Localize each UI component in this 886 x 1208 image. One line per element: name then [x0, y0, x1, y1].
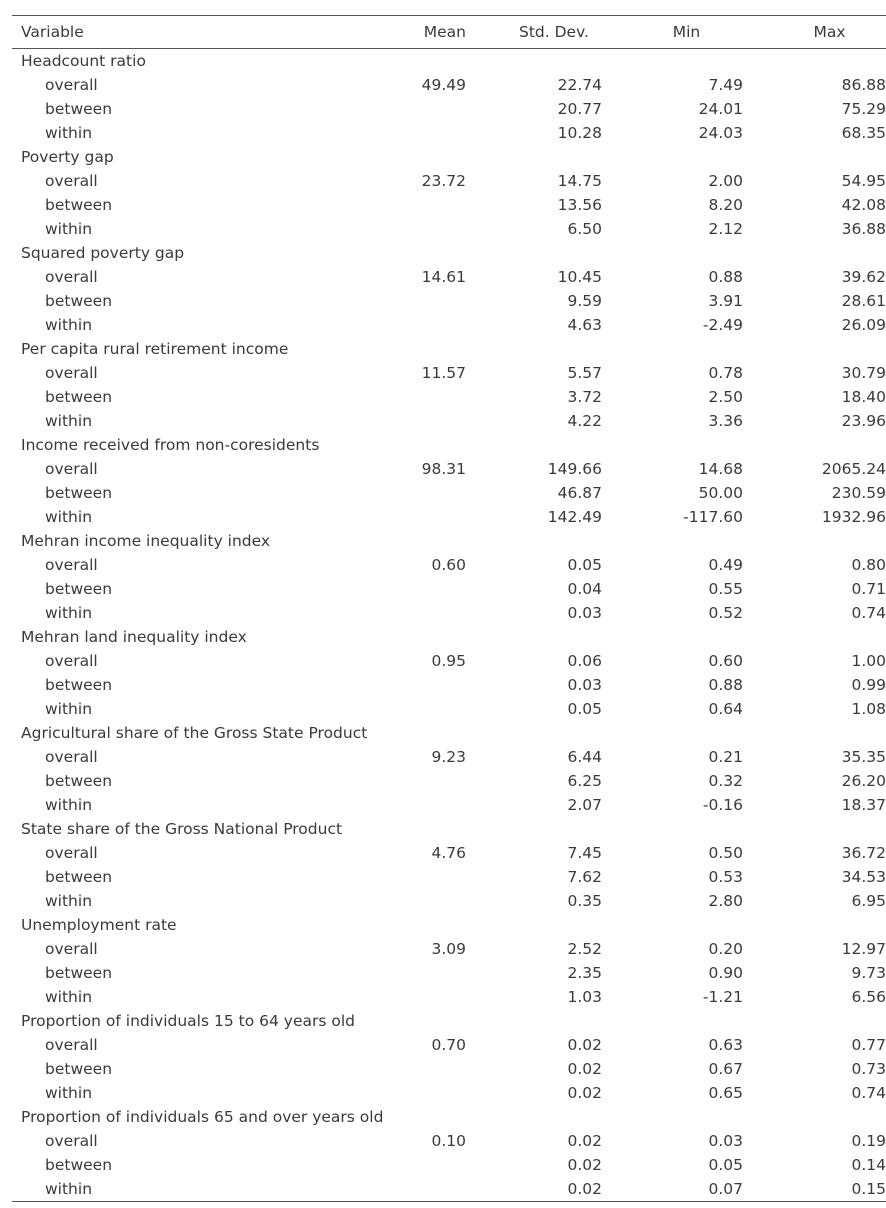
- std-dev-cell: 0.35: [567, 892, 602, 910]
- std-dev-cell: 5.57: [567, 364, 602, 382]
- max-cell: 0.14: [851, 1156, 886, 1174]
- max-cell: 2065.24: [821, 460, 886, 478]
- std-dev-cell: 0.02: [567, 1156, 602, 1174]
- row-label: within: [45, 220, 93, 238]
- mean-cell: 98.31: [421, 460, 466, 478]
- min-cell: 0.21: [708, 748, 743, 766]
- max-cell: 34.53: [841, 868, 886, 886]
- row-label: overall: [45, 268, 98, 286]
- std-dev-cell: 10.45: [557, 268, 602, 286]
- min-cell: 3.36: [708, 412, 743, 430]
- mean-cell: [381, 601, 466, 625]
- table-row: [12, 289, 886, 313]
- min-cell: -0.16: [702, 796, 743, 814]
- mean-cell: [381, 481, 466, 505]
- variable-group-row: [12, 433, 886, 457]
- row-label: between: [45, 1060, 113, 1078]
- table-row: [12, 937, 886, 961]
- std-dev-cell: 0.02: [567, 1060, 602, 1078]
- variable-name: Mehran income inequality index: [21, 532, 271, 550]
- row-label: overall: [45, 940, 98, 958]
- mean-cell: 4.76: [431, 844, 466, 862]
- row-label: between: [45, 1156, 113, 1174]
- mean-cell: [381, 313, 466, 337]
- table-body: [12, 49, 886, 1202]
- mean-cell: [381, 577, 466, 601]
- mean-cell: 9.23: [431, 748, 466, 766]
- table-row: [12, 73, 886, 97]
- min-cell: 0.65: [708, 1084, 743, 1102]
- variable-name: Proportion of individuals 65 and over years old: [21, 1108, 384, 1126]
- min-cell: 8.20: [708, 196, 743, 214]
- max-cell: 0.74: [851, 1084, 886, 1102]
- max-cell: 86.88: [841, 76, 886, 94]
- std-dev-cell: 4.22: [567, 412, 602, 430]
- max-cell: 1.08: [851, 700, 886, 718]
- row-label: between: [45, 484, 113, 502]
- std-dev-cell: 3.72: [567, 388, 602, 406]
- mean-cell: [381, 673, 466, 697]
- variable-name: Per capita rural retirement income: [21, 340, 289, 358]
- max-cell: 0.74: [851, 604, 886, 622]
- variable-group-row: [12, 817, 886, 841]
- row-label: within: [45, 124, 93, 142]
- table-row: [12, 121, 886, 145]
- table-row: [12, 793, 886, 817]
- mean-cell: [381, 961, 466, 985]
- header-mean: Mean: [381, 16, 466, 49]
- std-dev-cell: 10.28: [557, 124, 602, 142]
- table-row: [12, 1129, 886, 1153]
- max-cell: 26.20: [841, 772, 886, 790]
- max-cell: 9.73: [851, 964, 886, 982]
- table-row: [12, 1081, 886, 1105]
- std-dev-cell: 0.02: [567, 1084, 602, 1102]
- row-label: between: [45, 196, 113, 214]
- std-dev-cell: 7.62: [567, 868, 602, 886]
- table-row: [12, 409, 886, 433]
- min-cell: 2.80: [708, 892, 743, 910]
- table-row: [12, 361, 886, 385]
- max-cell: 6.56: [851, 988, 886, 1006]
- variable-group-row: [12, 337, 886, 361]
- header-row: [12, 16, 886, 49]
- std-dev-cell: 6.44: [567, 748, 602, 766]
- max-cell: 230.59: [831, 484, 886, 502]
- table-row: [12, 481, 886, 505]
- table-row: [12, 841, 886, 865]
- row-label: between: [45, 388, 113, 406]
- std-dev-cell: 22.74: [557, 76, 602, 94]
- max-cell: 0.15: [743, 1177, 886, 1202]
- mean-cell: [381, 97, 466, 121]
- mean-cell: [381, 865, 466, 889]
- mean-cell: [381, 769, 466, 793]
- table-row: [12, 1153, 886, 1177]
- row-label: within: [45, 892, 93, 910]
- variable-group-row: [12, 145, 886, 169]
- mean-cell: 23.72: [421, 172, 466, 190]
- min-cell: 0.50: [708, 844, 743, 862]
- std-dev-cell: 0.02: [567, 1132, 602, 1150]
- row-label: within: [45, 700, 93, 718]
- mean-cell: [381, 217, 466, 241]
- mean-cell: [381, 1081, 466, 1105]
- max-cell: 0.99: [851, 676, 886, 694]
- min-cell: 0.60: [708, 652, 743, 670]
- table-row: [12, 769, 886, 793]
- std-dev-cell: 6.50: [567, 220, 602, 238]
- table-row: [12, 505, 886, 529]
- min-cell: 0.78: [708, 364, 743, 382]
- row-label: between: [45, 868, 113, 886]
- std-dev-cell: 4.63: [567, 316, 602, 334]
- variable-name: Headcount ratio: [21, 52, 146, 70]
- row-label: overall: [45, 1132, 98, 1150]
- min-cell: 24.03: [698, 124, 743, 142]
- std-dev-cell: 0.05: [567, 700, 602, 718]
- variable-group-row: [12, 721, 886, 745]
- mean-cell: [381, 193, 466, 217]
- row-label: within: [45, 508, 93, 526]
- table-row: [12, 193, 886, 217]
- mean-cell: [381, 1153, 466, 1177]
- min-cell: 0.90: [708, 964, 743, 982]
- table-row: [12, 97, 886, 121]
- row-label: within: [45, 1084, 93, 1102]
- row-label: within: [45, 316, 93, 334]
- max-cell: 12.97: [841, 940, 886, 958]
- std-dev-cell: 1.03: [567, 988, 602, 1006]
- mean-cell: [381, 889, 466, 913]
- mean-cell: 14.61: [421, 268, 466, 286]
- std-dev-cell: 20.77: [557, 100, 602, 118]
- table-header: [12, 16, 886, 49]
- table-row: [12, 217, 886, 241]
- mean-cell: 0.95: [431, 652, 466, 670]
- min-cell: 2.12: [708, 220, 743, 238]
- max-cell: 42.08: [841, 196, 886, 214]
- max-cell: 35.35: [841, 748, 886, 766]
- row-label: overall: [45, 172, 98, 190]
- min-cell: 0.20: [708, 940, 743, 958]
- std-dev-cell: 149.66: [547, 460, 602, 478]
- mean-cell: [381, 793, 466, 817]
- variable-name: Squared poverty gap: [21, 244, 185, 262]
- table-row: [12, 577, 886, 601]
- header-variable: Variable: [12, 16, 381, 49]
- max-cell: 23.96: [841, 412, 886, 430]
- table-row: [12, 985, 886, 1009]
- row-label: between: [45, 676, 113, 694]
- mean-cell: 11.57: [421, 364, 466, 382]
- min-cell: 0.52: [708, 604, 743, 622]
- max-cell: 6.95: [851, 892, 886, 910]
- variable-group-row: [12, 1105, 886, 1129]
- row-label: between: [45, 964, 113, 982]
- row-label: overall: [45, 460, 98, 478]
- min-cell: 0.49: [708, 556, 743, 574]
- min-cell: 2.50: [708, 388, 743, 406]
- table-row: [12, 313, 886, 337]
- min-cell: -2.49: [702, 316, 743, 334]
- table-row: [12, 745, 886, 769]
- std-dev-cell: 9.59: [567, 292, 602, 310]
- row-label: overall: [45, 652, 98, 670]
- std-dev-cell: 13.56: [557, 196, 602, 214]
- std-dev-cell: 0.03: [567, 604, 602, 622]
- std-dev-cell: 0.06: [567, 652, 602, 670]
- table-row: [12, 1033, 886, 1057]
- mean-cell: [381, 1177, 466, 1202]
- min-cell: 0.32: [708, 772, 743, 790]
- min-cell: 0.03: [708, 1132, 743, 1150]
- variable-group-row: [12, 1009, 886, 1033]
- max-cell: 68.35: [841, 124, 886, 142]
- min-cell: 0.63: [708, 1036, 743, 1054]
- row-label: overall: [45, 76, 98, 94]
- std-dev-cell: 2.07: [567, 796, 602, 814]
- max-cell: 36.72: [841, 844, 886, 862]
- std-dev-cell: 7.45: [567, 844, 602, 862]
- variable-name: Mehran land inequality index: [21, 628, 247, 646]
- table-row: [12, 169, 886, 193]
- mean-cell: [381, 985, 466, 1009]
- table-row: [12, 697, 886, 721]
- table-row: [12, 673, 886, 697]
- max-cell: 75.29: [841, 100, 886, 118]
- std-dev-cell: 142.49: [547, 508, 602, 526]
- row-label: between: [45, 292, 113, 310]
- table-row: [12, 385, 886, 409]
- table-row: [12, 553, 886, 577]
- header-min: Min: [602, 16, 743, 49]
- max-cell: 0.80: [851, 556, 886, 574]
- table-row: [12, 649, 886, 673]
- mean-cell: [381, 697, 466, 721]
- variable-name: Proportion of individuals 15 to 64 years old: [21, 1012, 355, 1030]
- variable-group-row: [12, 241, 886, 265]
- row-label: between: [45, 580, 113, 598]
- table-row: [12, 265, 886, 289]
- row-label: overall: [45, 844, 98, 862]
- variable-group-row: [12, 529, 886, 553]
- mean-cell: [381, 1057, 466, 1081]
- min-cell: 50.00: [698, 484, 743, 502]
- variable-name: Poverty gap: [21, 148, 114, 166]
- header-max: Max: [743, 16, 886, 49]
- row-label: within: [45, 796, 93, 814]
- min-cell: 0.88: [708, 268, 743, 286]
- max-cell: 1.00: [851, 652, 886, 670]
- mean-cell: 0.60: [431, 556, 466, 574]
- row-label: within: [12, 1177, 381, 1202]
- std-dev-cell: 2.35: [567, 964, 602, 982]
- mean-cell: [381, 289, 466, 313]
- min-cell: -1.21: [702, 988, 743, 1006]
- std-dev-cell: 46.87: [557, 484, 602, 502]
- table-row: [12, 1057, 886, 1081]
- min-cell: 0.64: [708, 700, 743, 718]
- row-label: overall: [45, 748, 98, 766]
- min-cell: 0.67: [708, 1060, 743, 1078]
- table-row: [12, 457, 886, 481]
- min-cell: 14.68: [698, 460, 743, 478]
- row-label: overall: [45, 364, 98, 382]
- variable-name: Income received from non-coresidents: [21, 436, 320, 454]
- std-dev-cell: 0.05: [567, 556, 602, 574]
- max-cell: 0.73: [851, 1060, 886, 1078]
- mean-cell: 49.49: [421, 76, 466, 94]
- max-cell: 0.19: [851, 1132, 886, 1150]
- min-cell: 7.49: [708, 76, 743, 94]
- variable-name: Unemployment rate: [21, 916, 177, 934]
- max-cell: 54.95: [841, 172, 886, 190]
- std-dev-cell: 0.02: [466, 1177, 602, 1202]
- row-label: within: [45, 988, 93, 1006]
- row-label: overall: [45, 1036, 98, 1054]
- min-cell: 0.53: [708, 868, 743, 886]
- table-row: [12, 865, 886, 889]
- min-cell: 0.05: [708, 1156, 743, 1174]
- row-label: between: [45, 100, 113, 118]
- max-cell: 28.61: [841, 292, 886, 310]
- variable-group-row: [12, 913, 886, 937]
- min-cell: 2.00: [708, 172, 743, 190]
- std-dev-cell: 0.03: [567, 676, 602, 694]
- table-row: [12, 889, 886, 913]
- row-label: overall: [45, 556, 98, 574]
- row-label: within: [45, 604, 93, 622]
- max-cell: 18.40: [841, 388, 886, 406]
- min-cell: 0.07: [602, 1177, 743, 1202]
- row-label: between: [45, 772, 113, 790]
- min-cell: 3.91: [708, 292, 743, 310]
- min-cell: 0.55: [708, 580, 743, 598]
- table-row: [12, 961, 886, 985]
- mean-cell: [381, 505, 466, 529]
- mean-cell: [381, 385, 466, 409]
- variable-name: State share of the Gross National Product: [21, 820, 343, 838]
- std-dev-cell: 6.25: [567, 772, 602, 790]
- row-label: within: [45, 412, 93, 430]
- max-cell: 30.79: [841, 364, 886, 382]
- max-cell: 0.71: [851, 580, 886, 598]
- header-std-dev: Std. Dev.: [466, 16, 602, 49]
- mean-cell: 0.10: [431, 1132, 466, 1150]
- std-dev-cell: 14.75: [557, 172, 602, 190]
- variable-group-row: [12, 625, 886, 649]
- summary-statistics-table: [12, 15, 886, 1202]
- min-cell: 0.88: [708, 676, 743, 694]
- max-cell: 26.09: [841, 316, 886, 334]
- max-cell: 18.37: [841, 796, 886, 814]
- min-cell: -117.60: [683, 508, 743, 526]
- std-dev-cell: 0.04: [567, 580, 602, 598]
- variable-name: Agricultural share of the Gross State Product: [21, 724, 368, 742]
- variable-group-row: [12, 49, 886, 74]
- max-cell: 1932.96: [821, 508, 886, 526]
- std-dev-cell: 2.52: [567, 940, 602, 958]
- mean-cell: [381, 409, 466, 433]
- mean-cell: [381, 121, 466, 145]
- table-row: [12, 1177, 886, 1202]
- table-row: [12, 601, 886, 625]
- mean-cell: 0.70: [431, 1036, 466, 1054]
- mean-cell: 3.09: [431, 940, 466, 958]
- max-cell: 36.88: [841, 220, 886, 238]
- min-cell: 24.01: [698, 100, 743, 118]
- std-dev-cell: 0.02: [567, 1036, 602, 1054]
- max-cell: 0.77: [851, 1036, 886, 1054]
- max-cell: 39.62: [841, 268, 886, 286]
